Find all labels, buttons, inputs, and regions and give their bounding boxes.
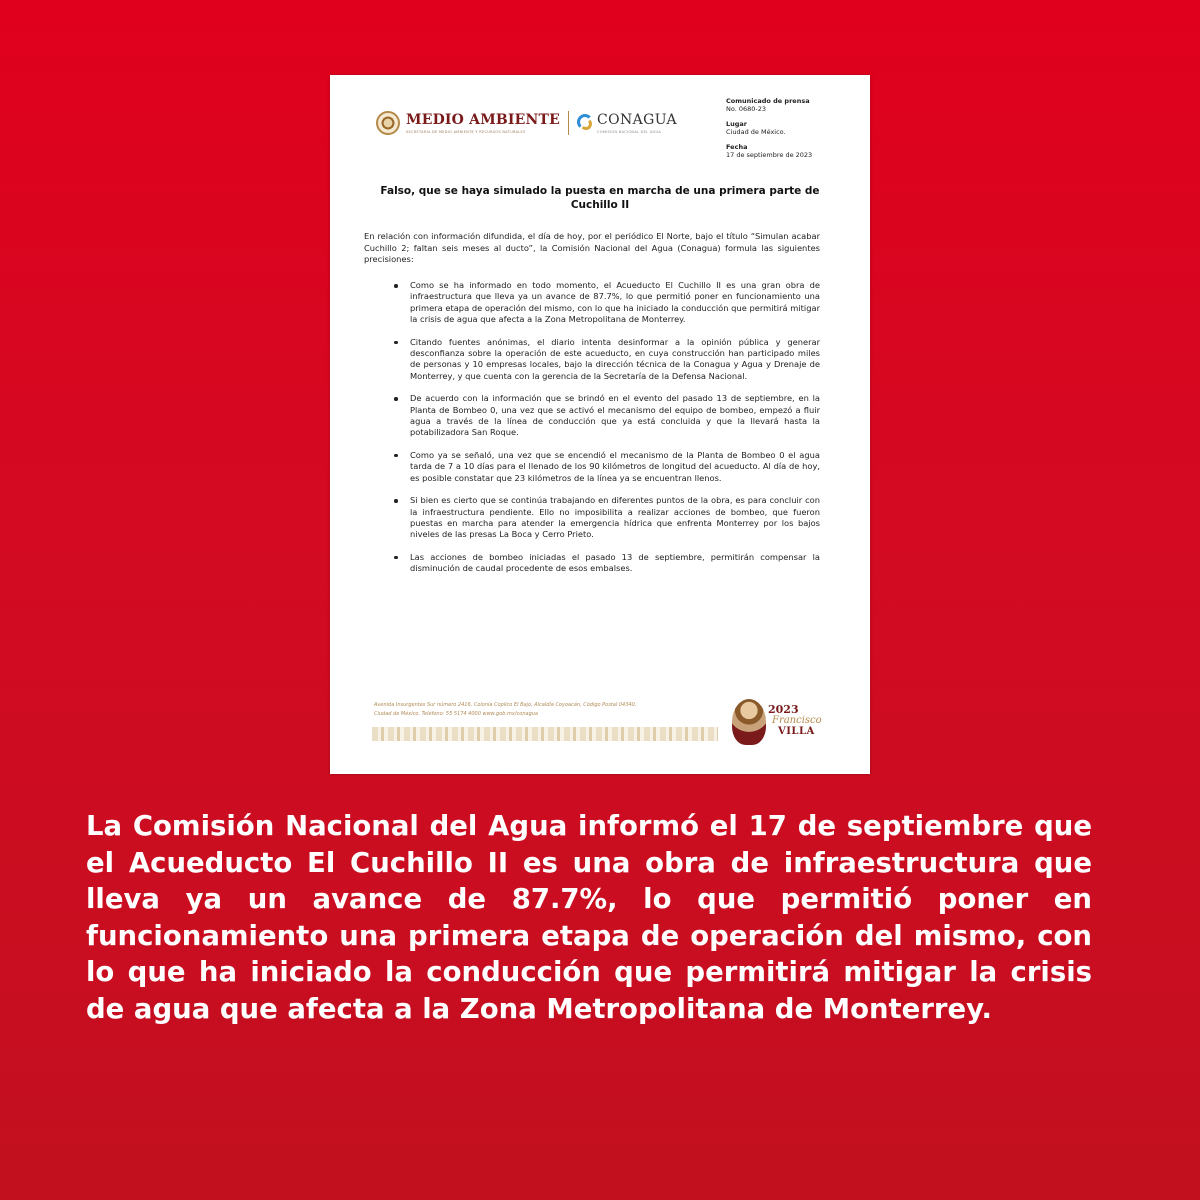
bullet-dot-icon [394, 341, 398, 345]
place-value: Ciudad de México. [726, 128, 786, 136]
caption-text: La Comisión Nacional del Agua informó el 17 de septiembre que el Acueducto El Cuchillo II es una obra de infraestructura que lleva ya un avance de 87.7%, lo que permitió poner en funcionamiento una primera etapa de operación del mismo, con lo que ha iniciado la conducción que permitirá mitigar la crisis de agua que afecta a la Zona Metropolitana de Monterrey. [86, 810, 1092, 1025]
bullet-dot-icon [394, 284, 398, 288]
release-metadata [726, 97, 856, 159]
header-logos [376, 105, 677, 141]
emblem-year: 2023 [768, 703, 799, 716]
intro-paragraph: En relación con información difundida, el día de hoy, por el periódico El Norte, bajo el título “Simulan acabar Cuchillo 2; faltan seis meses al ducto”, la Comisión Nacional del Agua (Conagua) formula las siguientes precisiones: [364, 231, 820, 264]
place-label: Lugar [726, 120, 748, 128]
medio-ambiente-logo [406, 113, 560, 134]
bullet-dot-icon [394, 499, 398, 503]
bullet-text: Citando fuentes anónimas, el diario intenta desinformar a la opinión pública y generar desconfianza sobre la operación de este acueducto, en cuya construcción han participado miles de personas y 10 empresas locales, bajo la dirección técnica de la Conagua y Agua y Drenaje de Monterrey, y que cuenta con la gerencia de la Secretaría de la Defensa Nacional. [410, 336, 820, 381]
list-item [364, 393, 820, 439]
francisco-villa-emblem [728, 693, 838, 749]
national-seal-icon [376, 111, 400, 135]
date-value: 17 de septiembre de 2023 [726, 151, 813, 159]
list-item [364, 552, 820, 575]
footer-decorative-band [372, 727, 718, 741]
document-title: Falso, que se haya simulado la puesta en marcha de una primera parte de Cuchillo II [380, 185, 820, 211]
list-item [364, 280, 820, 326]
bullet-dot-icon [394, 397, 398, 401]
emblem-name-first: Francisco [772, 715, 822, 726]
bullet-text: De acuerdo con la información que se brindó en el evento del pasado 13 de septiembre, en la Planta de Bombeo 0, una vez que se activó el mecanismo del equipo de bombeo, empezó a fluir agua a través de la línea de conducción que ya está concluida y que la llevará hasta la potabilizadora San Roque. [410, 393, 820, 438]
footer-address [374, 701, 734, 719]
footer-address-line-1: Avenida Insurgentes Sur número 2416, Colonia Copilco El Bajo, Alcaldía Coyoacán, Código Postal 04340, [374, 702, 637, 708]
conagua-subtitle: COMISIÓN NACIONAL DEL AGUA [597, 129, 662, 134]
medio-ambiente-subtitle: SECRETARÍA DE MEDIO AMBIENTE Y RECURSOS NATURALES [406, 129, 526, 134]
list-item [364, 495, 820, 541]
release-label: Comunicado de prensa [726, 97, 810, 105]
bullet-dot-icon [394, 454, 398, 458]
conagua-logo [597, 113, 677, 134]
logo-divider [568, 111, 569, 135]
bullet-text: Si bien es cierto que se continúa trabajando en diferentes puntos de la obra, es para concluir con la infraestructura pendiente. Ello no imposibilita a realizar acciones de bombeo, que fueron puestas en marcha para atender la emergencia hídrica que enfrenta Monterrey por los bajos niveles de las presas La Boca y Cerro Prieto. [410, 495, 820, 540]
footer-address-line-2: Ciudad de México. Teléfono: 55 5174 4000 www.gob.mx/conagua [374, 711, 538, 717]
list-item [364, 450, 820, 484]
conagua-mark-icon [577, 112, 593, 134]
bullet-text: Las acciones de bombeo iniciadas el pasado 13 de septiembre, permitirán compensar la disminución de caudal procedente de esos embalses. [410, 551, 820, 574]
list-item [364, 337, 820, 383]
bullet-dot-icon [394, 556, 398, 560]
bullet-list [364, 280, 820, 586]
bullet-text: Como se ha informado en todo momento, el Acueducto El Cuchillo II es una gran obra de infraestructura que lleva ya un avance de 87.7%, lo que permitió poner en funcionamiento una primera etapa de operación del mismo, con lo que ha iniciado la conducción que permitirá mitigar la crisis de agua que afecta a la Zona Metropolitana de Monterrey. [410, 280, 820, 325]
bullet-text: Como ya se señaló, una vez que se encendió el mecanismo de la Planta de Bombeo 0 el agua tarda de 7 a 10 días para el llenado de los 90 kilómetros de longitud del acueducto. Al día de hoy, es posible constatar que 23 kilómetros de la línea ya se encuentran llenos. [410, 449, 820, 483]
medio-ambiente-title: MEDIO AMBIENTE [406, 111, 561, 128]
date-label: Fecha [726, 143, 748, 151]
villa-portrait-icon [732, 699, 766, 745]
release-number: No. 0680-23 [726, 105, 767, 113]
press-release-document [330, 75, 870, 774]
emblem-name-last: VILLA [778, 726, 815, 737]
conagua-title: CONAGUA [597, 111, 678, 128]
